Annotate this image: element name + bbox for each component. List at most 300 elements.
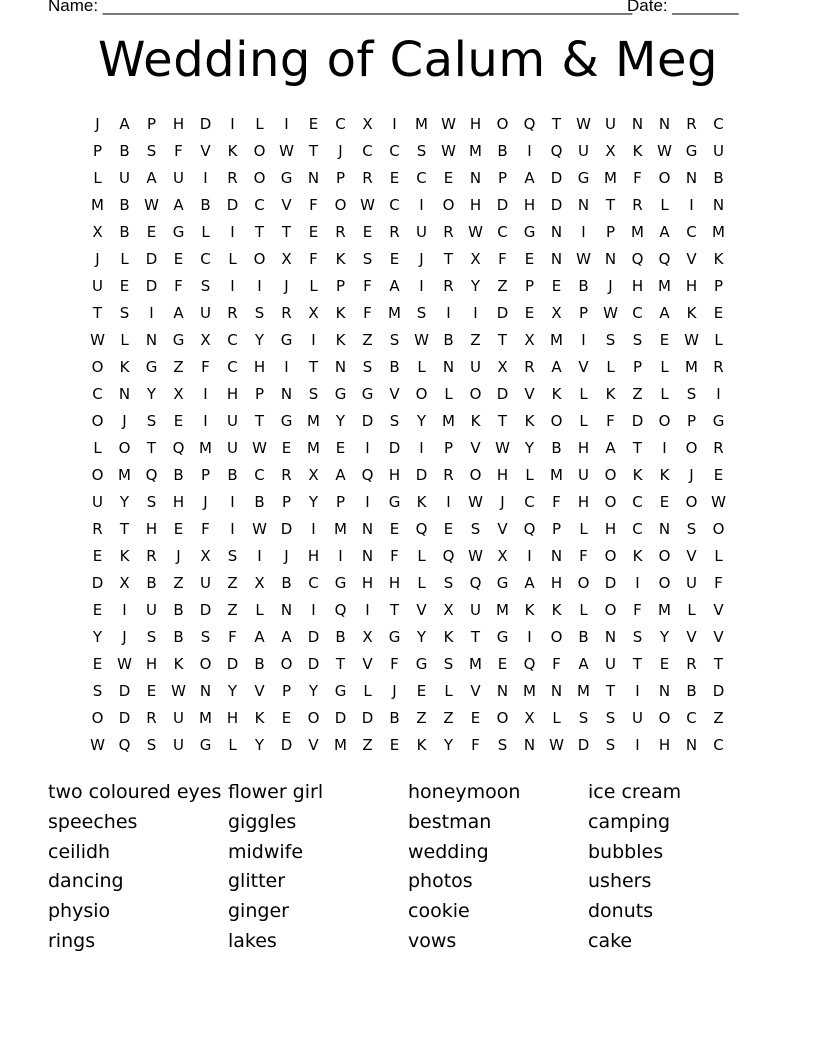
page-title: Wedding of Calum & Meg [98,32,718,88]
grid-letter: X [362,628,373,646]
grid-letter: U [173,709,184,727]
grid-letter: E [389,520,400,538]
grid-letter: L [552,709,561,727]
grid-letter: L [660,358,669,376]
grid-row [84,408,732,435]
grid-letter: L [579,412,588,430]
grid-letter: C [686,223,697,241]
grid-letter: V [713,601,724,619]
grid-letter: I [419,196,424,214]
grid-letter: N [145,331,158,349]
grid-letter: I [284,358,289,376]
grid-letter: M [334,736,347,754]
grid-letter: J [608,277,613,295]
grid-letter: W [468,223,483,241]
grid-letter: K [632,466,643,484]
grid-letter: O [685,439,698,457]
grid-letter: C [389,196,400,214]
grid-row [84,435,732,462]
grid-letter: W [495,439,510,457]
grid-letter: F [309,196,318,214]
grid-letter: S [92,682,103,700]
grid-letter: S [686,520,697,538]
word-list-item: physio [48,900,111,923]
grid-letter: O [334,196,347,214]
grid-letter: B [443,331,454,349]
grid-letter: O [442,196,455,214]
grid-letter: D [199,601,212,619]
grid-letter: F [363,304,372,322]
word-list-item: flower girl [228,781,324,803]
grid-letter: O [712,520,725,538]
grid-letter: R [713,358,724,376]
word-list-item: bubbles [588,840,664,863]
grid-letter: F [714,574,723,592]
grid-letter: Y [227,682,238,700]
word-list-item: rings [48,929,96,952]
grid-letter: O [604,493,617,511]
grid-letter: S [497,736,508,754]
grid-row [84,624,732,651]
grid-letter: F [390,547,399,565]
grid-letter: W [468,493,483,511]
grid-letter: P [443,439,454,457]
grid-letter: I [230,223,235,241]
grid-letter: K [551,385,562,403]
grid-letter: L [255,601,264,619]
grid-letter: N [658,682,671,700]
grid-letter: O [604,547,617,565]
word-list-item: midwife [228,840,304,863]
grid-letter: T [713,655,724,673]
grid-letter: L [579,601,588,619]
grid-letter: N [685,736,698,754]
grid-letter: M [631,223,644,241]
grid-letter: I [689,196,694,214]
grid-letter: J [122,628,127,646]
word-list-item: cake [588,929,633,952]
grid-letter: B [578,277,589,295]
grid-letter: Q [658,250,671,268]
grid-letter: S [578,709,589,727]
grid-letter: A [659,223,670,241]
grid-letter: O [577,574,590,592]
grid-letter: L [309,277,318,295]
grid-letter: N [604,628,617,646]
grid-letter: O [604,601,617,619]
grid-letter: F [309,250,318,268]
grid-letter: P [281,493,292,511]
grid-letter: E [524,250,535,268]
grid-row [84,111,732,138]
grid-letter: I [284,115,289,133]
grid-letter: H [577,493,590,511]
grid-letter: Y [146,385,157,403]
grid-letter: I [230,493,235,511]
grid-row [84,489,732,516]
grid-letter: H [172,115,185,133]
grid-letter: X [551,304,562,322]
grid-letter: L [228,736,237,754]
grid-letter: E [389,250,400,268]
grid-letter: R [686,655,697,673]
grid-letter: S [200,277,211,295]
grid-letter: H [226,709,239,727]
grid-letter: V [578,358,589,376]
grid-letter: F [201,520,210,538]
grid-letter: V [416,601,427,619]
grid-letter: H [496,466,509,484]
grid-letter: Z [173,574,184,592]
word-list-item: ushers [588,870,652,893]
grid-letter: Q [361,466,374,484]
grid-letter: A [524,169,535,187]
grid-letter: G [172,331,185,349]
grid-letter: Y [416,412,427,430]
grid-letter: Y [92,628,103,646]
grid-letter: B [119,142,130,160]
grid-letter: O [253,250,266,268]
grid-letter: W [252,439,267,457]
grid-letter: E [659,493,670,511]
grid-letter: O [658,574,671,592]
grid-letter: P [686,412,697,430]
grid-letter: N [118,385,131,403]
grid-letter: C [713,115,724,133]
grid-letter: M [658,601,671,619]
grid-letter: Z [470,331,481,349]
grid-letter: X [92,223,103,241]
grid-letter: F [633,169,642,187]
grid-letter: U [119,169,130,187]
grid-letter: S [362,250,373,268]
grid-letter: U [605,655,616,673]
grid-letter: I [338,547,343,565]
grid-letter: E [659,331,670,349]
grid-letter: K [227,142,238,160]
grid-letter: I [230,115,235,133]
grid-letter: G [334,574,347,592]
grid-letter: Y [443,736,454,754]
grid-letter: U [92,493,103,511]
grid-letter: D [118,682,131,700]
grid-letter: Q [334,601,347,619]
grid-letter: C [335,115,346,133]
grid-letter: D [577,736,590,754]
grid-letter: O [91,358,104,376]
grid-letter: P [92,142,103,160]
grid-letter: I [203,412,208,430]
grid-letter: N [550,682,563,700]
grid-letter: P [524,277,535,295]
grid-letter: O [604,466,617,484]
word-list-item: lakes [228,929,277,952]
grid-letter: L [363,682,372,700]
grid-letter: O [253,142,266,160]
word-list-item: wedding [408,840,489,863]
grid-row [84,300,732,327]
grid-letter: E [551,277,562,295]
grid-letter: Q [523,655,536,673]
grid-letter: B [119,223,130,241]
grid-letter: D [226,196,239,214]
grid-letter: W [117,655,132,673]
grid-letter: H [361,574,374,592]
grid-letter: O [91,412,104,430]
grid-letter: K [173,655,184,673]
grid-letter: V [470,682,481,700]
grid-letter: J [419,250,424,268]
grid-letter: M [307,412,320,430]
grid-letter: L [606,358,615,376]
grid-letter: K [659,466,670,484]
grid-letter: Q [118,736,131,754]
word-list-item: camping [588,810,671,833]
grid-letter: E [335,439,346,457]
grid-letter: H [469,115,482,133]
grid-letter: P [713,277,724,295]
grid-letter: M [118,466,131,484]
grid-letter: Y [119,493,130,511]
grid-letter: W [360,196,375,214]
grid-letter: J [338,142,343,160]
grid-letter: I [527,142,532,160]
grid-row [84,246,732,273]
grid-letter: T [443,250,454,268]
grid-letter: I [419,277,424,295]
grid-letter: R [362,169,373,187]
grid-letter: T [119,520,130,538]
grid-letter: S [200,628,211,646]
grid-letter: O [550,412,563,430]
grid-letter: E [659,655,670,673]
grid-letter: X [173,385,184,403]
grid-letter: N [442,358,455,376]
grid-letter: N [361,520,374,538]
grid-letter: F [174,142,183,160]
grid-letter: W [576,250,591,268]
grid-letter: S [632,628,643,646]
grid-letter: E [389,736,400,754]
grid-letter: F [606,412,615,430]
grid-letter: W [441,142,456,160]
grid-letter: J [392,682,397,700]
grid-letter: Q [172,439,185,457]
grid-letter: N [658,520,671,538]
grid-letter: L [201,223,210,241]
grid-letter: C [497,223,508,241]
grid-letter: T [308,358,319,376]
grid-letter: F [498,250,507,268]
name-field-label: Name: ________________________________________________________ [48,0,633,15]
grid-letter: E [92,601,103,619]
grid-letter: A [605,439,616,457]
grid-letter: U [416,223,427,241]
grid-letter: U [173,169,184,187]
grid-letter: G [334,385,347,403]
grid-letter: K [686,304,697,322]
grid-letter: O [253,169,266,187]
grid-letter: S [389,331,400,349]
grid-letter: U [578,142,589,160]
grid-letter: C [92,385,103,403]
grid-letter: W [576,115,591,133]
grid-letter: D [280,520,293,538]
grid-letter: E [308,223,319,241]
grid-letter: I [446,304,451,322]
grid-letter: F [552,655,561,673]
grid-letter: V [470,439,481,457]
grid-row [84,273,732,300]
grid-letter: N [307,169,320,187]
grid-letter: V [281,196,292,214]
grid-letter: F [471,736,480,754]
grid-letter: A [281,628,292,646]
grid-letter: S [146,736,157,754]
grid-letter: E [119,277,130,295]
grid-letter: V [362,655,373,673]
grid-letter: N [469,169,482,187]
grid-letter: M [658,277,671,295]
grid-letter: D [496,385,509,403]
grid-letter: G [685,142,698,160]
grid-letter: L [579,385,588,403]
grid-letter: Z [173,358,184,376]
grid-letter: E [389,169,400,187]
grid-letter: I [311,331,316,349]
grid-letter: I [662,439,667,457]
grid-letter: T [146,439,157,457]
grid-letter: A [173,196,184,214]
grid-letter: R [281,304,292,322]
grid-letter: D [118,709,131,727]
grid-letter: A [119,115,130,133]
grid-letter: W [684,331,699,349]
grid-letter: K [470,412,481,430]
grid-letter: L [525,466,534,484]
grid-letter: S [632,331,643,349]
word-list-item: ginger [228,900,289,923]
grid-letter: D [334,709,347,727]
grid-letter: G [280,169,293,187]
grid-letter: O [469,385,482,403]
grid-letter: E [713,466,724,484]
grid-letter: C [524,493,535,511]
grid-letter: O [118,439,131,457]
grid-row [84,543,732,570]
grid-letter: S [389,412,400,430]
grid-letter: T [497,412,508,430]
grid-letter: V [389,385,400,403]
grid-letter: G [388,628,401,646]
grid-letter: H [172,493,185,511]
grid-letter: K [335,304,346,322]
grid-letter: L [714,331,723,349]
grid-letter: Z [227,574,238,592]
grid-letter: P [632,358,643,376]
grid-letter: N [712,196,725,214]
grid-letter: X [308,466,319,484]
grid-letter: O [469,466,482,484]
grid-letter: R [92,520,103,538]
grid-letter: W [90,331,105,349]
grid-letter: C [362,142,373,160]
grid-letter: M [388,304,401,322]
grid-letter: T [551,115,562,133]
grid-letter: P [551,520,562,538]
grid-letter: G [361,385,374,403]
grid-letter: L [255,115,264,133]
grid-letter: Q [550,142,563,160]
grid-letter: L [444,385,453,403]
grid-letter: I [446,493,451,511]
grid-letter: S [686,385,697,403]
grid-letter: A [173,304,184,322]
grid-letter: T [605,196,616,214]
grid-letter: N [550,547,563,565]
grid-letter: Z [362,736,373,754]
grid-letter: C [227,331,238,349]
grid-letter: E [173,520,184,538]
grid-letter: Z [362,331,373,349]
grid-letter: U [632,709,643,727]
grid-letter: A [146,169,157,187]
grid-letter: X [119,574,130,592]
grid-letter: K [254,709,265,727]
grid-letter: I [365,493,370,511]
grid-letter: M [685,358,698,376]
grid-letter: Z [227,601,238,619]
grid-letter: P [146,115,157,133]
grid-letter: S [308,385,319,403]
grid-letter: G [577,169,590,187]
grid-letter: T [92,304,103,322]
grid-row [84,570,732,597]
grid-row [84,138,732,165]
grid-letter: M [91,196,104,214]
grid-letter: L [444,682,453,700]
grid-letter: B [551,439,562,457]
grid-letter: R [389,223,400,241]
grid-letter: N [280,385,293,403]
word-list-item: ice cream [588,781,682,803]
grid-letter: C [308,574,319,592]
grid-letter: E [443,169,454,187]
word-list-item: vows [408,929,457,952]
grid-letter: E [470,709,481,727]
word-list-item: glitter [228,870,286,893]
grid-letter: U [713,142,724,160]
grid-letter: O [91,709,104,727]
grid-letter: S [443,655,454,673]
grid-letter: R [227,304,238,322]
grid-letter: X [605,142,616,160]
grid-letter: E [146,223,157,241]
grid-letter: I [230,520,235,538]
grid-letter: P [578,304,589,322]
grid-letter: J [203,493,208,511]
grid-row [84,381,732,408]
grid-letter: V [308,736,319,754]
grid-letter: D [361,412,374,430]
grid-letter: Q [523,115,536,133]
grid-letter: E [497,655,508,673]
grid-letter: Q [631,250,644,268]
grid-letter: O [91,466,104,484]
grid-letter: U [200,574,211,592]
grid-letter: C [632,493,643,511]
grid-letter: D [496,196,509,214]
